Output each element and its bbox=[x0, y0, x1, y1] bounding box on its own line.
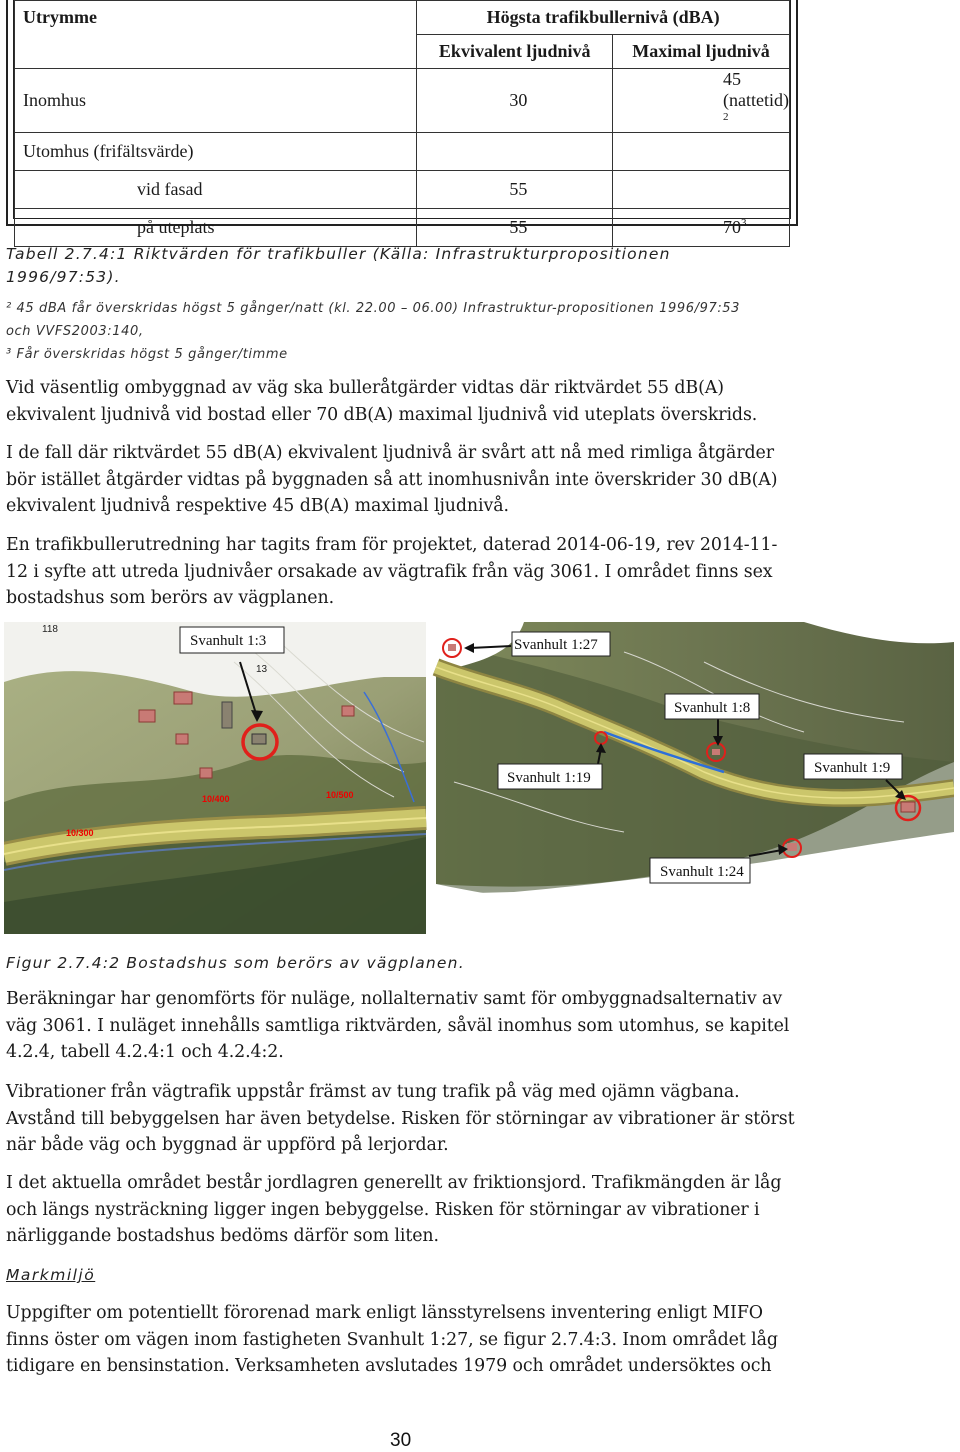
map-label-svanhult-1-24: Svanhult 1:24 bbox=[660, 864, 744, 880]
table-row bbox=[15, 171, 790, 209]
table-header-equivalent: Ekvivalent ljudnivå bbox=[417, 35, 613, 69]
map-label-svanhult-1-27: Svanhult 1:27 bbox=[514, 637, 598, 653]
paragraph-noise-measures: Vid väsentlig ombyggnad av väg ska bulleråtgärder vidtas där riktvärdet 55 dB(A) ekvivalent ljudnivå vid bostad eller 70 dB(A) maximal ljudnivå vid uteplats överskrids. bbox=[6, 378, 758, 425]
table-cell-space: vid fasad bbox=[15, 171, 417, 209]
footnote-2 bbox=[6, 297, 806, 343]
road-station-tag: 10/500 bbox=[326, 790, 354, 800]
page-number: 30 bbox=[390, 1430, 412, 1451]
table-caption: Tabell 2.7.4:1 Riktvärden för trafikbuller (Källa: Infrastrukturpropositionen 1996/97:53). bbox=[6, 245, 671, 286]
noise-limits-table-inner bbox=[13, 0, 791, 237]
figure-caption: Figur 2.7.4:2 Bostadshus som berörs av vägplanen. bbox=[6, 954, 465, 972]
table-cell-max bbox=[613, 133, 790, 171]
table-header-space: Utrymme bbox=[15, 1, 417, 69]
table-row bbox=[15, 209, 790, 247]
table-row bbox=[15, 133, 790, 171]
footnote-ref: 3 bbox=[741, 217, 747, 229]
paragraph-building-measures: I de fall där riktvärdet 55 dB(A) ekvivalent ljudnivå är svårt att nå med rimliga åtgärder bör istället åtgärder vidtas på byggnaden så att inomhusnivån inte överskrider 30 dB(A) ekvivalent ljudnivå respektive 45 dB(A) maximal ljudnivå. bbox=[6, 443, 778, 516]
paragraph-noise-study: En trafikbullerutredning har tagits fram för projektet, daterad 2014-06-19, rev 2014-11-12 i syfte att utreda ljudnivåer orsakade av vägtrafik från väg 3061. I området finns sex bostadshus som berörs av vägplanen. bbox=[6, 535, 778, 608]
paragraph-soil: I det aktuella området består jordlagren generellt av friktionsjord. Trafikmängden är låg och längs nysträckning ligger ingen bebyggelse. Risken för störningar av vibrationer i närliggande bostadshus bedöms därför som liten. bbox=[6, 1173, 782, 1246]
paragraph-calculations: Beräkningar har genomförts för nuläge, nollalternativ samt för ombyggnadsalternativ av väg 3061. I nuläget innehålls samtliga riktvärden, såväl inomhus som utomhus, se kapitel 4.2.4, tabell 4.2.4:1 och 4.2.4:2. bbox=[6, 989, 790, 1062]
table-cell-max bbox=[613, 209, 790, 247]
map-label-svanhult-1-9: Svanhult 1:9 bbox=[814, 760, 891, 776]
footnote-3: ³ Får överskridas högst 5 gånger/timme bbox=[6, 347, 288, 362]
map-label-svanhult-1-8: Svanhult 1:8 bbox=[674, 700, 751, 716]
paragraph-contaminated-land: Uppgifter om potentiellt förorenad mark enligt länsstyrelsens inventering enligt MIFO finns öster om vägen inom fastigheten Svanhult 1:27, se figur 2.7.4:3. Inom området låg tidigare en bensinstation. Verksamheten avslutades 1979 och området undersöktes och bbox=[6, 1303, 778, 1376]
map-svg bbox=[4, 622, 954, 934]
max-value: 45 (nattetid) bbox=[723, 69, 789, 110]
map-label-svanhult-1-19: Svanhult 1:19 bbox=[507, 770, 591, 786]
footnote-ref: 2 bbox=[723, 111, 729, 123]
map-left-panel bbox=[4, 622, 426, 934]
max-value: 70 bbox=[723, 217, 742, 237]
parcel-number: 118 bbox=[42, 624, 58, 635]
footnote-2-line-1: ² 45 dBA får överskridas högst 5 gånger/natt (kl. 22.00 – 06.00) Infrastruktur-propositionen 1996/97:53 bbox=[6, 301, 741, 316]
affected-houses-map bbox=[4, 622, 954, 934]
table-row bbox=[15, 69, 790, 133]
section-heading-markmiljo: Markmiljö bbox=[6, 1266, 96, 1284]
table-cell-eq: 55 bbox=[417, 171, 613, 209]
map-right-panel bbox=[436, 622, 954, 934]
table-cell-eq bbox=[417, 133, 613, 171]
noise-limits-table bbox=[14, 0, 790, 247]
table-header-group: Högsta trafikbullernivå (dBA) bbox=[417, 1, 790, 35]
paragraph-vibrations: Vibrationer från vägtrafik uppstår främst av tung trafik på väg med ojämn vägbana. Avstånd till bebyggelsen har även betydelse. Risken för störningar av vibrationer är störst när både väg och byggnad är uppförd på lerjordar. bbox=[6, 1082, 795, 1155]
noise-limits-table-frame bbox=[6, 0, 798, 237]
footnote-2-line-2: och VVFS2003:140, bbox=[6, 324, 144, 339]
table-cell-max bbox=[613, 69, 790, 133]
map-label-svanhult-1-3: Svanhult 1:3 bbox=[190, 633, 267, 649]
table-cell-eq: 55 bbox=[417, 209, 613, 247]
parcel-number: 13 bbox=[256, 664, 268, 675]
table-cell-space: Utomhus (frifältsvärde) bbox=[15, 133, 417, 171]
table-cell-space: på uteplats bbox=[15, 209, 417, 247]
table-cell-max bbox=[613, 171, 790, 209]
table-cell-space: Inomhus bbox=[15, 69, 417, 133]
table-cell-eq: 30 bbox=[417, 69, 613, 133]
table-header-maximal: Maximal ljudnivå bbox=[613, 35, 790, 69]
road-station-tag: 10/400 bbox=[202, 794, 230, 804]
road-station-tag: 10/300 bbox=[66, 828, 94, 838]
